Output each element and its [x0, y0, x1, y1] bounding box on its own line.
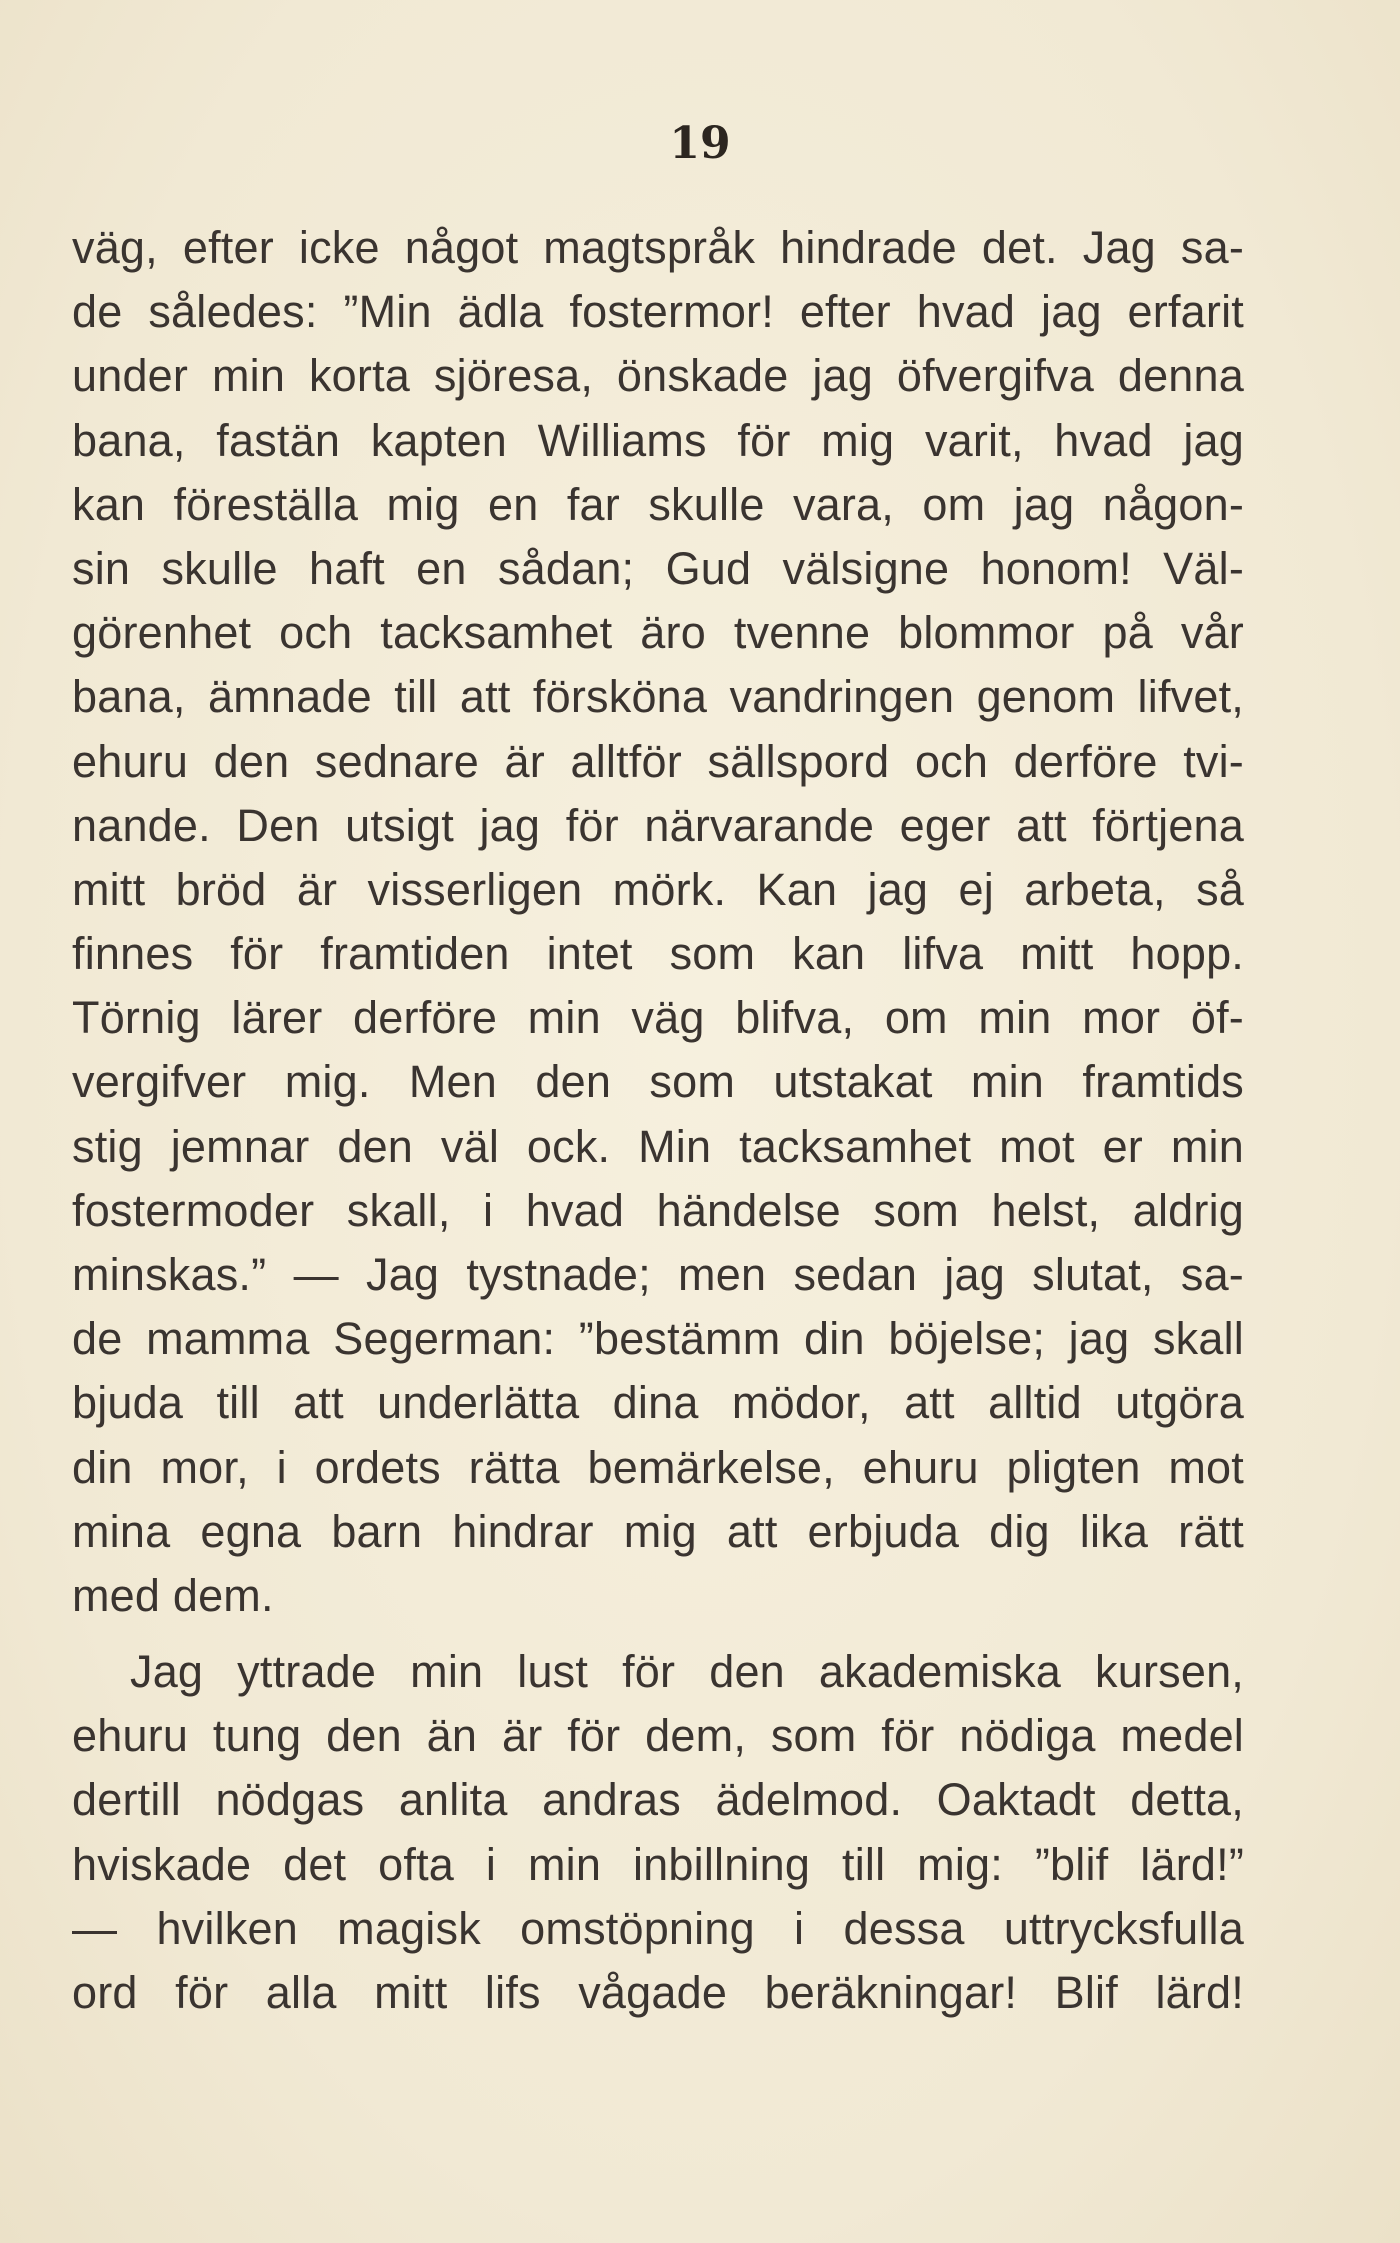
text-line: minskas.” — Jag tystnade; men sedan jag slutat, sa- [72, 1249, 1244, 1300]
text-line: under min korta sjöresa, önskade jag öfvergifva denna [72, 350, 1244, 402]
text-line: finnes för framtiden intet som kan lifva mitt hopp. [72, 928, 1244, 980]
text-line: fostermoder skall, i hvad händelse som helst, aldrig [72, 1184, 1244, 1236]
text-line: ehuru tung den än är för dem, som för nödiga medel [72, 1710, 1244, 1762]
text-line: — hvilken magisk omstöpning i dessa uttrycksfulla [72, 1902, 1244, 1954]
text-line: bana, fastän kapten Williams för mig varit, hvad jag [72, 414, 1244, 466]
text-line: ord för alla mitt lifs vågade beräkningar! Blif lärd! [72, 1966, 1244, 2018]
text-line: de mamma Segerman: ”bestämm din böjelse; jag skall [72, 1313, 1244, 1365]
text-line: nande. Den utsigt jag för närvarande eger att förtjena [72, 799, 1244, 851]
text-line: de således: ”Min ädla fostermor! efter hvad jag erfarit [72, 286, 1244, 338]
text-line: görenhet och tacksamhet äro tvenne blommor på vår [72, 607, 1244, 659]
text-line: bjuda till att underlätta dina mödor, att alltid utgöra [72, 1377, 1244, 1429]
text-line: dertill nödgas anlita andras ädelmod. Oaktadt detta, [72, 1774, 1244, 1826]
text-line: med dem. [72, 1569, 274, 1621]
text-line: kan föreställa mig en far skulle vara, om jag någon- [72, 478, 1244, 530]
paragraph-2 [72, 1640, 1244, 2025]
text-line: ehuru den sednare är alltför sällspord och derföre tvi- [72, 735, 1244, 787]
text-line: väg, efter icke något magtspråk hindrade det. Jag sa- [72, 222, 1244, 273]
text-line: din mor, i ordets rätta bemärkelse, ehuru pligten mot [72, 1441, 1244, 1493]
text-line: bana, ämnade till att försköna vandringen genom lifvet, [72, 671, 1244, 723]
text-line: Törnig lärer derföre min väg blifva, om min mor öf- [72, 992, 1244, 1044]
text-line: Jag yttrade min lust för den akademiska kursen, [130, 1646, 1244, 1697]
text-line: hviskade det ofta i min inbillning till mig: ”blif lärd!” [72, 1838, 1244, 1890]
paragraph-1 [72, 216, 1244, 1628]
text-line: mina egna barn hindrar mig att erbjuda dig lika rätt [72, 1505, 1244, 1557]
page-number: 19 [669, 118, 731, 169]
text-line: mitt bröd är visserligen mörk. Kan jag ej arbeta, så [72, 863, 1244, 915]
text-line: sin skulle haft en sådan; Gud välsigne honom! Väl- [72, 542, 1244, 594]
text-line: stig jemnar den väl ock. Min tacksamhet mot er min [72, 1120, 1244, 1172]
text-line: vergifver mig. Men den som utstakat min framtids [72, 1056, 1244, 1108]
